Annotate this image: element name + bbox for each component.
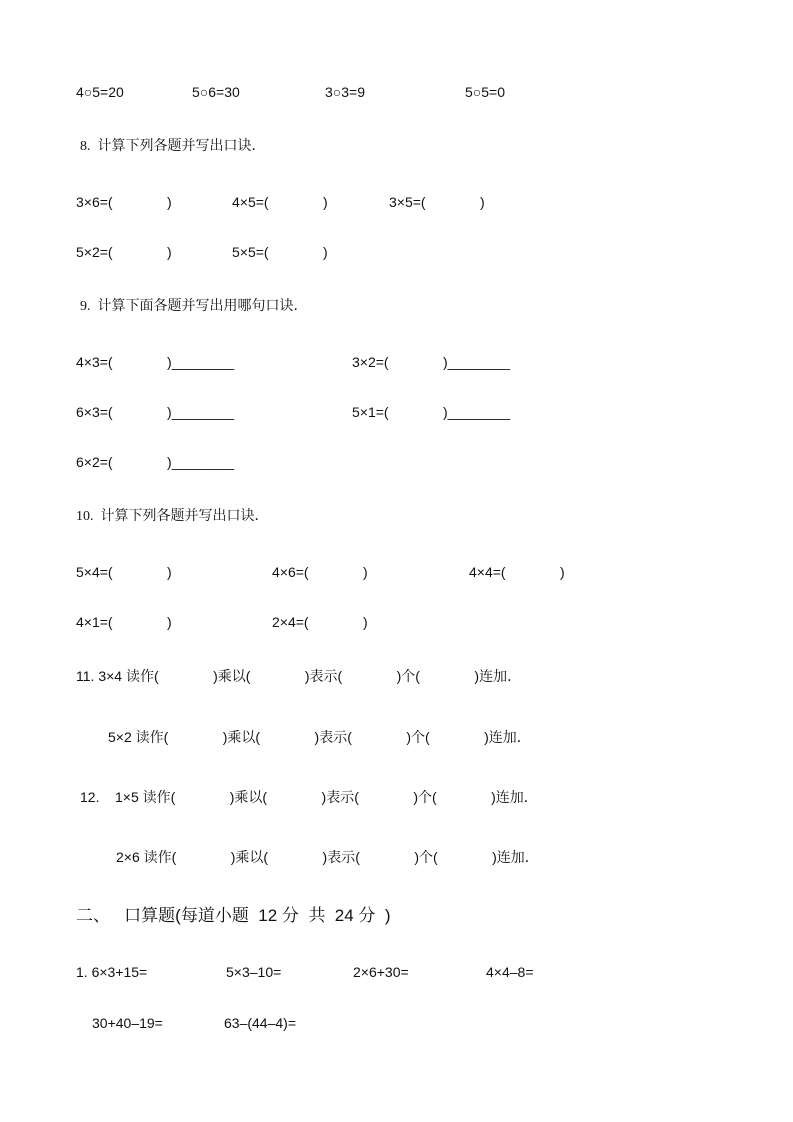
question-9-title: 9. 计算下面各题并写出用哪句口诀． <box>80 299 308 314</box>
arithmetic-item: 2×6+30= <box>353 964 409 980</box>
equation-blank: 3×6=( ) <box>76 194 172 210</box>
equation-blank: 5×4=( ) <box>76 564 172 580</box>
question-11-line: 11. 3×4 读作( )乘以( )表示( )个( )连加． <box>76 668 522 684</box>
arithmetic-item: 1. 6×3+15= <box>76 964 148 980</box>
equation-blank: 5×2=( ) <box>76 244 172 260</box>
question-12-line: 2×6 读作( )乘以( )表示( )个( )连加． <box>116 849 539 865</box>
question-10-title: 10. 计算下列各题并写出口诀． <box>76 509 269 524</box>
equation-blank: 3×5=( ) <box>389 194 485 210</box>
equation-text: 3○3=9 <box>325 84 365 100</box>
equation-blank: 4×1=( ) <box>76 614 172 630</box>
question-12-line: 12. 1×5 读作( )乘以( )表示( )个( )连加． <box>80 789 538 805</box>
equation-text: 5○6=30 <box>192 84 240 100</box>
equation-blank: 5×5=( ) <box>232 244 328 260</box>
equation-blank: 6×3=( )________ <box>76 404 234 420</box>
equation-text: 4○5=20 <box>76 84 124 100</box>
equation-blank: 4×3=( )________ <box>76 354 234 370</box>
section-heading: 二、 口算题(每道小题 12 分 共 24 分 ) <box>76 906 391 925</box>
equation-blank: 2×4=( ) <box>272 614 368 630</box>
equation-text: 5○5=0 <box>465 84 505 100</box>
question-11-line: 5×2 读作( )乘以( )表示( )个( )连加． <box>108 729 531 745</box>
equation-blank: 4×4=( ) <box>469 564 565 580</box>
arithmetic-item: 30+40–19= <box>92 1015 163 1031</box>
equation-blank: 6×2=( )________ <box>76 454 234 470</box>
arithmetic-item: 4×4–8= <box>486 964 534 980</box>
arithmetic-item: 63–(44–4)= <box>224 1015 297 1031</box>
equation-blank: 3×2=( )________ <box>352 354 510 370</box>
equation-blank: 5×1=( )________ <box>352 404 510 420</box>
question-8-title: 8. 计算下列各题并写出口诀． <box>80 139 266 154</box>
equation-blank: 4×5=( ) <box>232 194 328 210</box>
arithmetic-item: 5×3–10= <box>226 964 282 980</box>
equation-blank: 4×6=( ) <box>272 564 368 580</box>
